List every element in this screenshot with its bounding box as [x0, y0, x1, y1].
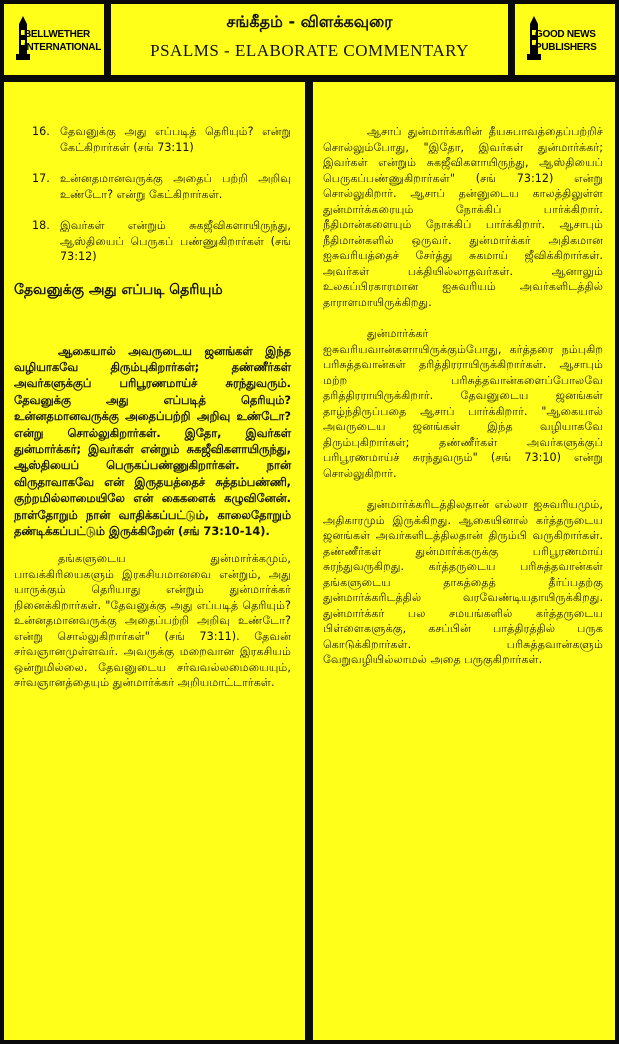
question-list — [14, 124, 291, 265]
scripture-quote: ஆகையால் அவருடைய ஜனங்கள் இந்த வழியாகவே திரும்புகிறார்கள்; தண்ணீர்கள் அவர்களுக்குப் பரிபூரணமாய்ச் சுரந்துவரும். தேவனுக்கு அது எப்படித் தெரியும்? உன்னதமானவருக்கு அதைப்பற்றி அறிவு உண்டோ? என்று சொல்லுகிறார்கள். இதோ, இவர்கள் துன்மார்க்கர்; இவர்கள் என்றும் சுகஜீவிகளாயிருந்து, ஆஸ்தியைப் பெருகப்பண்ணுகிறார்கள். நான் விருதாவாகவே என் இருதயத்தைச் சுத்தம்பண்ணி, குற்றமில்லாமையிலே என் கைகளைக் கழுவினேன். நாள்தோறும் நான் வாதிக்கப்பட்டும், காலைதோறும் தண்டிக்கப்பட்டும் இருக்கிறேன் (சங் 73:10-14). — [14, 343, 291, 538]
question-text: இவர்கள் என்றும் சுகஜீவிகளாயிருந்து, ஆஸ்தியைப் பெருகப் பண்ணுகிறார்கள் (சங் 73:12) — [60, 219, 291, 263]
list-item — [32, 171, 291, 202]
left-column — [4, 82, 305, 1040]
logo-text-line1: BELLWETHER — [24, 29, 90, 40]
page-header — [0, 0, 619, 79]
right-column — [313, 82, 615, 1040]
logo-text-line2: PUBLISHERS — [535, 42, 597, 53]
page-title-tamil: சங்கீதம் - விளக்கவுரை — [226, 12, 393, 31]
page-title-english: PSALMS - ELABORATE COMMENTARY — [150, 41, 469, 60]
body-paragraph: தங்களுடைய துன்மார்க்கமும், பாவக்கிரியைகளும் இரகசியமானவை என்றும், அது யாருக்கும் தெரியாது என்றும் துன்மார்க்கர் நினைக்கிறார்கள். "தேவனுக்கு அது எப்படித் தெரியும்? உன்னதமானவருக்கு அதைப்பற்றி அறிவு உண்டோ? என்று சொல்லுகிறார்கள்" (சங் 73:11). தேவன் சர்வஞானமுள்ளவர். அவருக்கு மறைவான இரகசியம் ஒன்றுமில்லை. தேவனுடைய சர்வவல்லமையையும், சர்வஞானத்தையும் துன்மார்க்கர் அறியமாட்டார்கள். — [14, 552, 291, 690]
logo-text-line1: GOOD NEWS — [535, 29, 596, 40]
question-text: உன்னதமானவருக்கு அதைப் பற்றி அறிவு உண்டோ? என்று கேட்கிறார்கள். — [60, 172, 291, 201]
question-number: 18. — [32, 219, 50, 232]
list-item — [32, 218, 291, 265]
good-news-logo — [515, 4, 615, 75]
question-text: தேவனுக்கு அது எப்படித் தெரியும்? என்று கேட்கிறார்கள் (சங் 73:11) — [60, 125, 291, 154]
body-paragraph: துன்மார்க்கர் ஐசுவரியவான்களாயிருக்கும்போது, கர்த்தரை நம்புகிற பரிசுத்தவான்கள் தரித்திரராயிருக்கிறார்கள். ஆசாபும் மற்ற பரிசுத்தவான்களைப்போலவே தரித்திரராயிருக்கிறார். தேவனுடைய ஜனங்கள் தாழ்ந்திருப்பதை ஆசாப் பார்க்கிறார். "ஆகையால் அவருடைய ஜனங்கள் இந்த வழியாகவே திரும்புகிறார்கள்; தண்ணீர்கள் அவர்களுக்குப் பரிபூரணமாய்ச் சுரந்துவரும்" (சங் 73:10) என்று சொல்லுகிறார். — [323, 327, 603, 480]
question-number: 16. — [32, 125, 50, 138]
list-item — [32, 124, 291, 155]
section-heading: தேவனுக்கு அது எப்படி தெரியும் — [14, 281, 223, 298]
question-number: 17. — [32, 172, 50, 185]
body-paragraph: துன்மார்க்கரிடத்திலதான் எல்லா ஐசுவரியமும், அதிகாரமும் இருக்கிறது. ஆகையினால் கர்த்தருடைய ஜனங்கள் அவர்களிடத்திலதான் திரும்பி வருகிறார்கள். தண்ணீர்கள் துன்மார்க்கருக்கு பரிபூரணமாய் சுரந்துவருகிறது. கர்த்தருடைய பரிசுத்தவான்கள் தங்களுடைய தாகத்தைத் தீர்ப்பதற்கு துன்மார்க்கரிடத்தில் வரவேண்டியதாயிருக்கிறது. துன்மார்க்கர் பல சமயங்களில் கர்த்தருடைய பிள்ளைகளுக்கு, கசப்பின் பாத்திரத்தில் பருக கொடுக்கிறார்கள். பரிசுத்தவான்களும் வேறுவழியில்லாமல் அதை பருகுகிறார்கள். — [323, 498, 603, 666]
logo-text-line2: INTERNATIONAL — [24, 42, 102, 53]
title-box — [111, 4, 508, 75]
body-paragraph: ஆசாப் துன்மார்க்கரின் தீயசுபாவத்தைப்பற்றிச் சொல்லும்போது, "இதோ, இவர்கள் துன்மார்க்கர்; இவர்கள் என்றும் சுகஜீவிகளாயிருந்து, ஆஸ்தியைப் பெருகப்பண்ணுகிறார்கள்" (சங் 73:12) என்று சொல்லுகிறார். ஆசாப் தன்னுடைய காலத்திலுள்ள துன்மார்க்கரையும் நோக்கிப் பார்க்கிறார். நீதிமான்களையும் நோக்கிப் பார்க்கிறார். ஆசாபும் நீதிமான்களில் ஒருவர். துன்மார்க்கர் அதிகமான ஐசுவரியத்தைச் சேர்த்து சுகமாய் ஜீவிக்கிறார்கள். அவர்கள் பக்தியில்லாதவர்கள். ஆனாலும் உலகப்பிரகாரமான ஐசுவரியம் அவர்களிடத்தில் தாராளமாயிருக்கிறது. — [323, 125, 603, 309]
bellwether-logo — [4, 4, 104, 75]
